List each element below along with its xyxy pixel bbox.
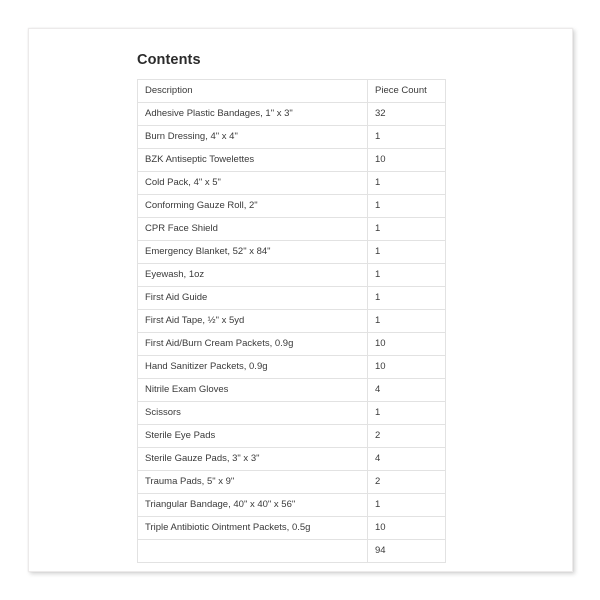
document-card: [28, 28, 573, 572]
cell-description: [138, 540, 368, 563]
table-row: [138, 103, 446, 126]
table-row: [138, 195, 446, 218]
cell-description: Triangular Bandage, 40" x 40" x 56": [138, 494, 368, 517]
table-row: [138, 402, 446, 425]
cell-description: Scissors: [138, 402, 368, 425]
cell-description: Sterile Eye Pads: [138, 425, 368, 448]
cell-description: Burn Dressing, 4" x 4": [138, 126, 368, 149]
cell-description: Nitrile Exam Gloves: [138, 379, 368, 402]
contents-table: [137, 79, 446, 563]
cell-description: Eyewash, 1oz: [138, 264, 368, 287]
cell-piece-count: 2: [368, 471, 446, 494]
table-row: [138, 264, 446, 287]
cell-description: First Aid/Burn Cream Packets, 0.9g: [138, 333, 368, 356]
table-row: [138, 218, 446, 241]
table-row: [138, 448, 446, 471]
column-header-piece-count: Piece Count: [368, 80, 446, 103]
table-row: [138, 379, 446, 402]
cell-piece-count: 2: [368, 425, 446, 448]
table-row: [138, 517, 446, 540]
cell-description: Trauma Pads, 5" x 9": [138, 471, 368, 494]
cell-description: Hand Sanitizer Packets, 0.9g: [138, 356, 368, 379]
table-header: [138, 80, 446, 103]
cell-piece-count: 1: [368, 310, 446, 333]
cell-piece-count: 10: [368, 149, 446, 172]
table-row: [138, 149, 446, 172]
cell-piece-count: 1: [368, 264, 446, 287]
table-row: [138, 172, 446, 195]
cell-piece-count: 94: [368, 540, 446, 563]
cell-piece-count: 1: [368, 494, 446, 517]
table-row: [138, 540, 446, 563]
cell-description: Adhesive Plastic Bandages, 1" x 3": [138, 103, 368, 126]
table-body: [138, 103, 446, 563]
cell-piece-count: 10: [368, 356, 446, 379]
cell-piece-count: 1: [368, 218, 446, 241]
cell-piece-count: 1: [368, 402, 446, 425]
table-row: [138, 356, 446, 379]
cell-piece-count: 10: [368, 333, 446, 356]
cell-piece-count: 10: [368, 517, 446, 540]
cell-piece-count: 1: [368, 126, 446, 149]
table-row: [138, 333, 446, 356]
cell-piece-count: 1: [368, 241, 446, 264]
cell-description: Emergency Blanket, 52" x 84": [138, 241, 368, 264]
cell-description: Sterile Gauze Pads, 3" x 3": [138, 448, 368, 471]
table-row: [138, 287, 446, 310]
cell-piece-count: 32: [368, 103, 446, 126]
table-row: [138, 126, 446, 149]
document-content: [137, 51, 447, 563]
cell-piece-count: 4: [368, 448, 446, 471]
cell-description: First Aid Guide: [138, 287, 368, 310]
cell-description: First Aid Tape, ½" x 5yd: [138, 310, 368, 333]
cell-piece-count: 1: [368, 195, 446, 218]
page-title: Contents: [137, 52, 201, 68]
cell-piece-count: 1: [368, 287, 446, 310]
cell-description: Conforming Gauze Roll, 2": [138, 195, 368, 218]
cell-description: Triple Antibiotic Ointment Packets, 0.5g: [138, 517, 368, 540]
table-row: [138, 471, 446, 494]
table-row: [138, 425, 446, 448]
cell-description: BZK Antiseptic Towelettes: [138, 149, 368, 172]
table-row: [138, 310, 446, 333]
table-row: [138, 241, 446, 264]
table-row: [138, 494, 446, 517]
cell-piece-count: 4: [368, 379, 446, 402]
cell-piece-count: 1: [368, 172, 446, 195]
cell-description: CPR Face Shield: [138, 218, 368, 241]
cell-description: Cold Pack, 4" x 5": [138, 172, 368, 195]
table-header-row: [138, 80, 446, 103]
column-header-description: Description: [138, 80, 368, 103]
